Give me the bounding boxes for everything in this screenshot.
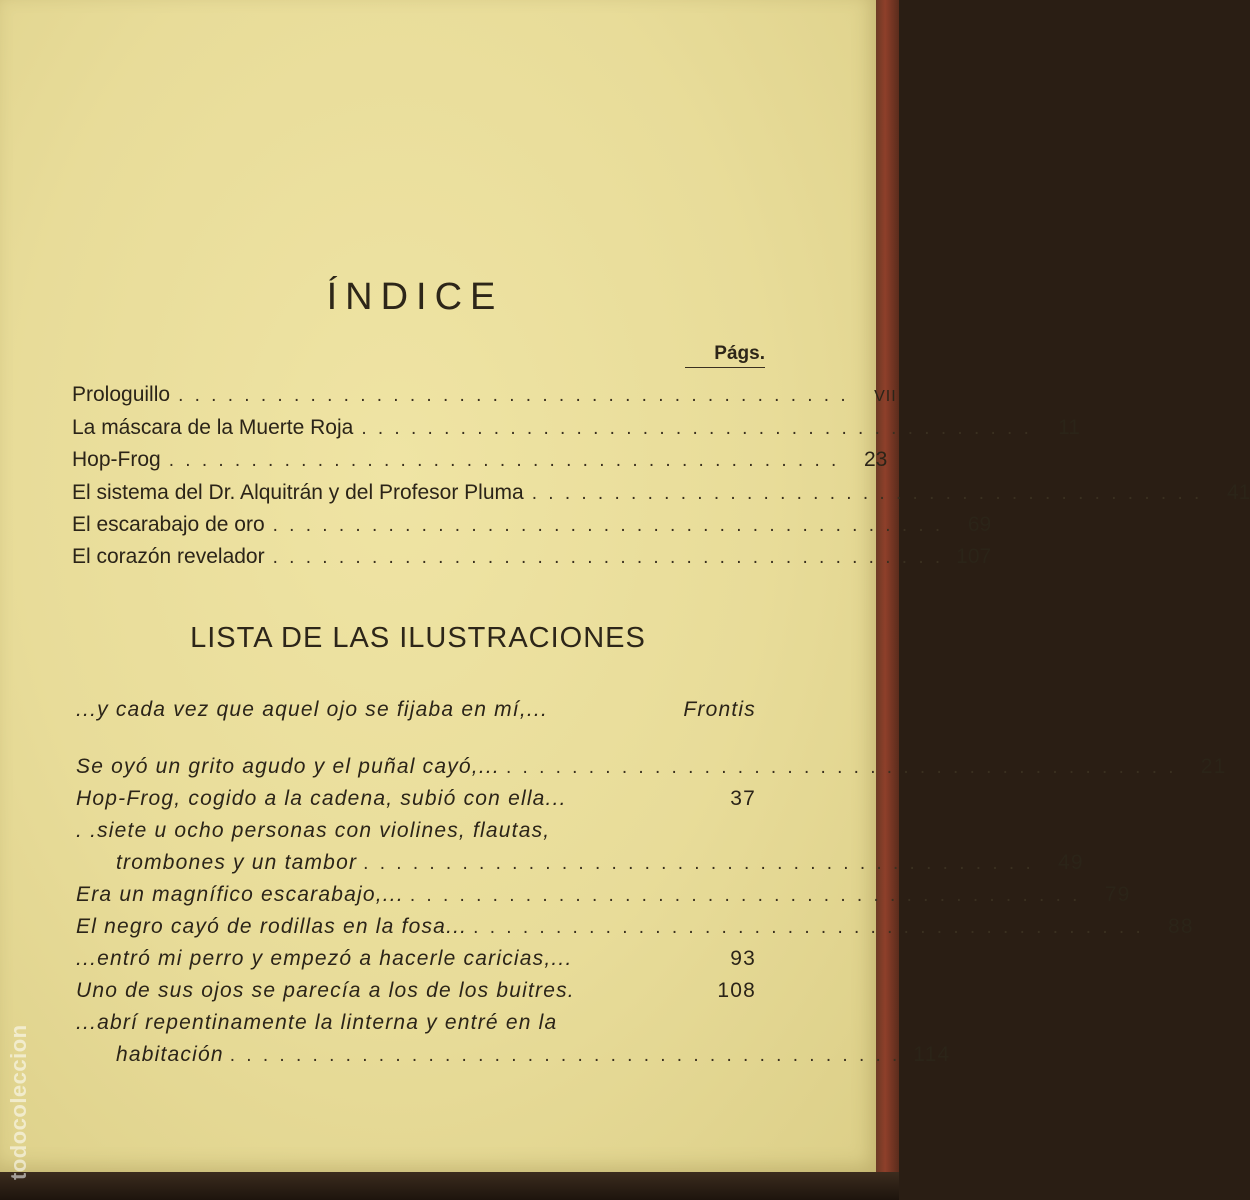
dot-leader: . . . . . . . . . . . . . . . . . . . . . . . . . . . . . . . . . . . . . . . . .: [272, 547, 944, 568]
toc-entry-title: La máscara de la Muerte Roja: [72, 416, 354, 439]
book-bottom-edge: [0, 1172, 899, 1200]
illustration-entry-frontis: [76, 698, 756, 730]
illustration-page: 93: [730, 947, 756, 970]
dot-leader: . . . . . . . . . . . . . . . . . . . . . . . . . . . . . . . . . . . . . . . . .: [229, 1045, 901, 1066]
dot-leader: . . . . . . . . . . . . . . . . . . . . . . . . . . . . . . . . . . . . . . . . .: [363, 853, 1034, 874]
toc-entry: [72, 383, 897, 413]
illustration-entry: [76, 787, 756, 819]
toc-entry: [72, 513, 992, 543]
toc-entry-title: Prologuillo: [72, 383, 171, 406]
illustration-caption-line2: habitación: [116, 1043, 224, 1066]
illustration-page: 114: [913, 1043, 951, 1066]
illustration-entry: [76, 883, 1131, 915]
illustrations-heading: LISTA DE LAS ILUSTRACIONES: [190, 622, 646, 654]
toc-entry-page: VII: [874, 388, 897, 405]
illustration-page: 88: [1168, 915, 1194, 938]
pages-column-header: Págs.: [685, 343, 765, 368]
illustration-page: 49: [1057, 851, 1084, 874]
toc-entry-page: 107: [956, 545, 992, 568]
illustration-entry: [116, 1043, 951, 1075]
illustration-entry: [76, 979, 756, 1011]
dot-leader: . . . . . . . . . . . . . . . . . . . . . . . . . . . . . . . . . . . . . . . . .: [473, 917, 1144, 938]
toc-entry: [72, 448, 888, 478]
illustration-entry: [116, 851, 1084, 883]
illustration-entry: [76, 755, 1227, 787]
illustration-caption-line2: trombones y un tambor: [116, 851, 358, 874]
book-cover-edge: [876, 0, 899, 1200]
illustration-caption-line1: . .siete u ocho personas con violines, flautas,: [76, 819, 551, 842]
dot-leader: . . . . . . . . . . . . . . . . . . . . . . . . . . . . . . . . . . . . . . . . .: [178, 385, 849, 406]
toc-entry-page: 23: [863, 448, 888, 471]
toc-entry: [72, 545, 992, 575]
toc-entry: [72, 416, 1080, 446]
illustration-page: 108: [717, 979, 756, 1002]
toc-entry-page: 41: [1226, 481, 1250, 504]
toc-entry-title: El corazón revelador: [72, 545, 265, 568]
illustration-caption: Uno de sus ojos se parecía a los de los buitres.: [76, 979, 575, 1002]
dot-leader: . . . . . . . . . . . . . . . . . . . . . . . . . . . . . . . . . . . . . . . . .: [361, 418, 1032, 439]
dot-leader: . . . . . . . . . . . . . . . . . . . . . . . . . . . . . . . . . . . . . . . . .: [505, 757, 1177, 778]
illustration-caption: ...y cada vez que aquel ojo se fijaba en mí,...: [76, 698, 548, 721]
toc-entry-title: El sistema del Dr. Alquitrán y del Profesor Pluma: [72, 481, 524, 504]
dot-leader: . . . . . . . . . . . . . . . . . . . . . . . . . . . . . . . . . . . . . . . . .: [531, 483, 1203, 504]
illustration-caption: Hop-Frog, cogido a la cadena, subió con ella...: [76, 787, 567, 810]
toc-entry-title: El escarabajo de oro: [72, 513, 265, 536]
illustration-page: 79: [1104, 883, 1131, 906]
illustration-page: 37: [730, 787, 756, 810]
illustration-caption: Era un magnífico escarabajo,...: [76, 883, 404, 906]
illustration-page: Frontis: [683, 698, 756, 721]
illustration-entry: [76, 947, 756, 979]
toc-entry-page: 69: [967, 513, 992, 536]
toc-entry: [72, 481, 1250, 511]
page-title: ÍNDICE: [326, 276, 504, 318]
illustration-page: 21: [1200, 755, 1227, 778]
dot-leader: . . . . . . . . . . . . . . . . . . . . . . . . . . . . . . . . . . . . . . . . .: [168, 450, 840, 471]
illustration-caption-line1: ...abrí repentinamente la linterna y entré en la: [76, 1011, 558, 1034]
toc-entry-title: Hop-Frog: [72, 448, 161, 471]
illustration-caption: El negro cayó de rodillas en la fosa...: [76, 915, 468, 938]
watermark-logo: todocoleccion: [6, 1024, 31, 1180]
toc-entry-page: 11: [1058, 416, 1080, 439]
illustration-caption: ...entró mi perro y empezó a hacerle caricias,...: [76, 947, 573, 970]
illustration-caption: Se oyó un grito agudo y el puñal cayó,...: [76, 755, 500, 778]
dot-leader: . . . . . . . . . . . . . . . . . . . . . . . . . . . . . . . . . . . . . . . . .: [409, 885, 1081, 906]
illustration-entry: [76, 915, 1194, 947]
dot-leader: . . . . . . . . . . . . . . . . . . . . . . . . . . . . . . . . . . . . . . . . .: [272, 515, 944, 536]
